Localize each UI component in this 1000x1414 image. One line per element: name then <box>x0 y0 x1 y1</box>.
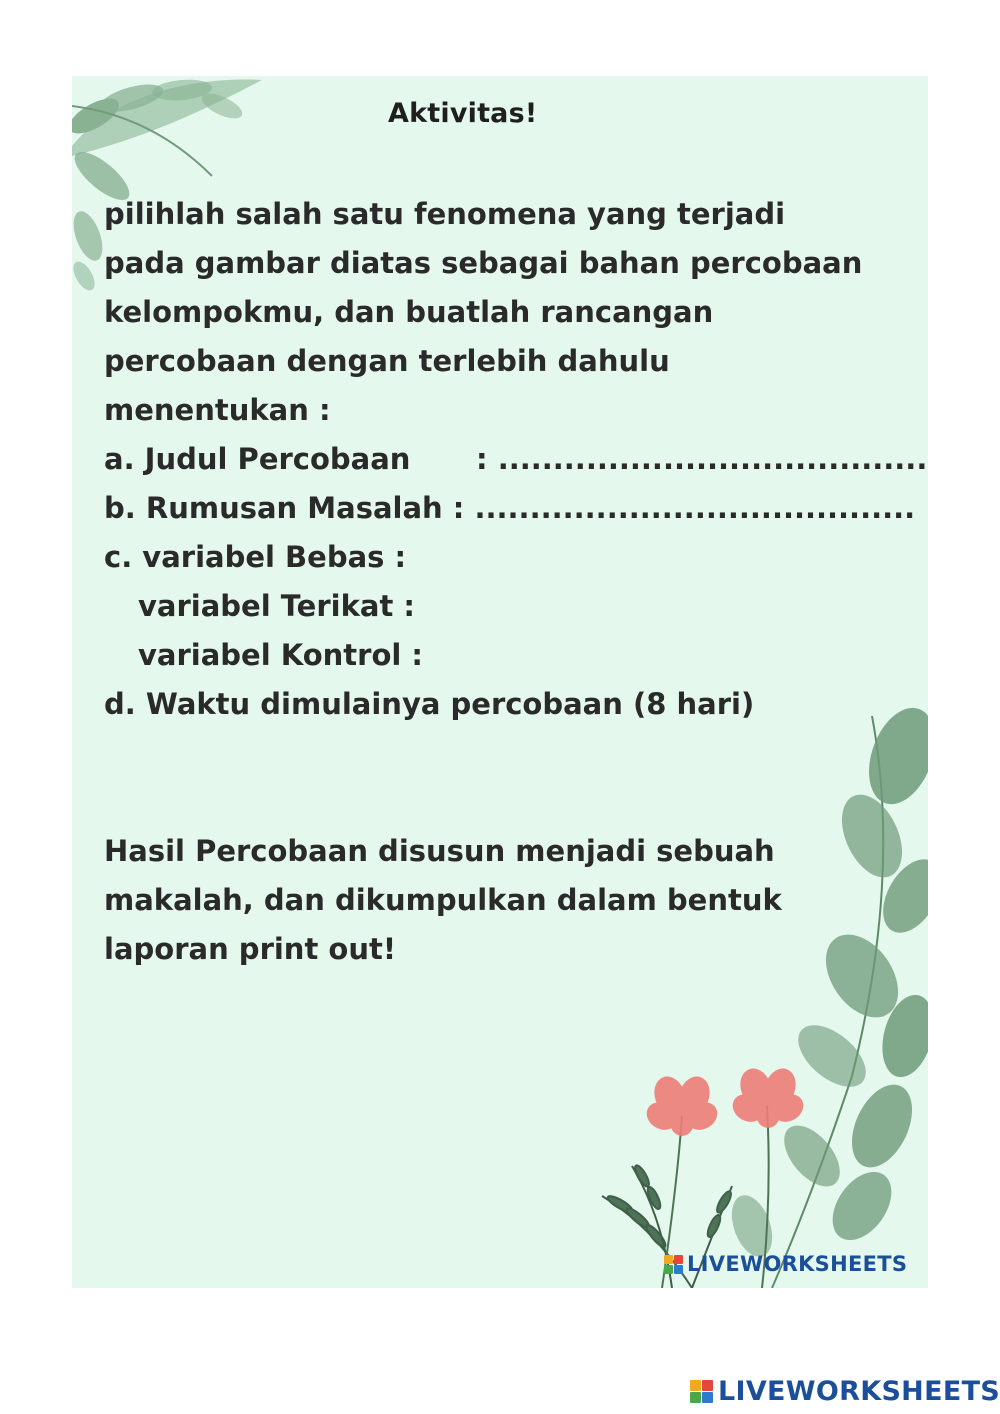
item-b-label: b. Rumusan Masalah <box>104 491 443 525</box>
item-c-kontrol: variabel Kontrol : <box>138 638 424 672</box>
item-b <box>104 484 916 533</box>
intro-line: pilihlah salah satu fenomena yang terjadi <box>104 197 786 231</box>
item-c-bebas: c. variabel Bebas : <box>104 540 407 574</box>
worksheet-title: Aktivitas! <box>388 98 538 129</box>
footer-logo-text: LIVEWORKSHEETS <box>718 1376 1000 1407</box>
logo-grid-icon <box>690 1380 713 1403</box>
card-liveworksheets-logo <box>664 1252 907 1276</box>
intro-line: percobaan dengan terlebih dahulu <box>104 344 670 378</box>
item-a-blank: : ....................................... <box>476 442 928 476</box>
conclusion-line: laporan print out! <box>104 932 397 966</box>
item-c-terikat: variabel Terikat : <box>138 589 416 623</box>
worksheet-card <box>72 76 928 1288</box>
conclusion-line: Hasil Percobaan disusun menjadi sebuah <box>104 834 775 868</box>
conclusion-line: makalah, dan dikumpulkan dalam bentuk <box>104 883 782 917</box>
intro-line: kelompokmu, dan buatlah rancangan <box>104 295 714 329</box>
item-d: d. Waktu dimulainya percobaan (8 hari) <box>104 687 755 721</box>
logo-grid-icon <box>664 1255 683 1274</box>
item-b-blank: : ........................................ <box>442 491 916 525</box>
intro-line: pada gambar diatas sebagai bahan percobaan <box>104 246 863 280</box>
spacer <box>104 729 904 827</box>
footer-liveworksheets-logo[interactable] <box>690 1376 1000 1407</box>
worksheet-body <box>104 190 928 974</box>
item-a <box>104 435 928 484</box>
intro-line: menentukan : <box>104 393 331 427</box>
item-a-label: a. Judul Percobaan <box>104 442 411 476</box>
card-logo-text: LIVEWORKSHEETS <box>687 1252 908 1276</box>
